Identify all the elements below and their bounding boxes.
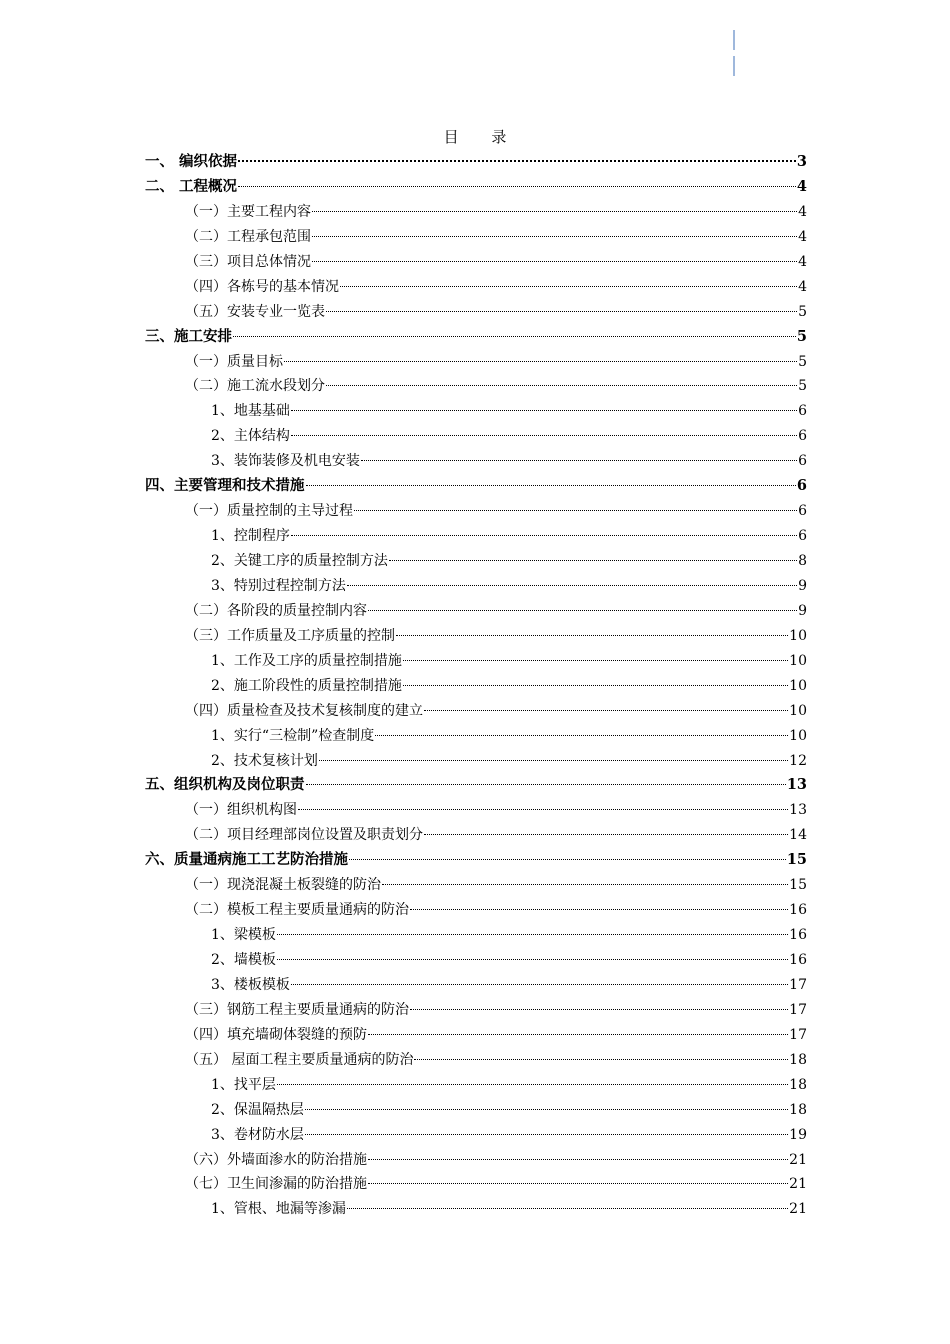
toc-entry-page-number: 5 xyxy=(796,327,807,345)
toc-entry-page-number: 15 xyxy=(786,851,807,869)
toc-entry[interactable] xyxy=(145,898,807,923)
toc-entry-page-number: 17 xyxy=(789,976,807,993)
toc-entry-label: 3、特别过程控制方法 xyxy=(211,577,346,594)
toc-entry-label: 1、地基基础 xyxy=(211,403,290,420)
dot-leader xyxy=(349,859,786,860)
toc-entry-label: （四）质量检查及技术复核制度的建立 xyxy=(185,702,423,719)
toc-entry-label: 3、装饰装修及机电安装 xyxy=(211,453,360,470)
dot-leader xyxy=(326,311,797,312)
toc-entry-page-number: 3 xyxy=(796,153,807,170)
dot-leader xyxy=(396,635,788,636)
dot-leader xyxy=(238,186,796,187)
dot-leader xyxy=(340,286,797,287)
toc-entry-label: 2、保温隔热层 xyxy=(211,1101,304,1118)
toc-entry-label: （一）质量目标 xyxy=(185,353,283,370)
toc-entry-label: 1、控制程序 xyxy=(211,528,290,545)
toc-entry-label: 一、 编织依据 xyxy=(145,153,238,170)
toc-entry-label: （六）外墙面渗水的防治措施 xyxy=(185,1151,367,1168)
dot-leader xyxy=(291,984,788,985)
toc-entry-page-number: 4 xyxy=(798,203,807,220)
dot-leader xyxy=(424,710,788,711)
dot-leader xyxy=(319,760,788,761)
dot-leader xyxy=(347,585,797,586)
toc-entry-label: 二、 工程概况 xyxy=(145,177,238,195)
toc-entry-page-number: 10 xyxy=(789,702,807,719)
toc-entry[interactable] xyxy=(145,773,807,798)
dot-leader xyxy=(284,361,797,362)
toc-entry-page-number: 10 xyxy=(789,727,807,744)
toc-entry-label: （五） 屋面工程主要质量通病的防治 xyxy=(185,1051,414,1068)
toc-entry[interactable] xyxy=(145,873,807,898)
toc-entry-page-number: 17 xyxy=(789,1026,807,1043)
toc-entry-page-number: 6 xyxy=(798,403,807,420)
dot-leader xyxy=(361,460,797,461)
dot-leader xyxy=(305,1134,788,1135)
toc-entry-page-number: 8 xyxy=(798,553,807,569)
toc-entry-page-number: 4 xyxy=(796,177,807,195)
toc-entry-label: （四）填充墙砌体裂缝的预防 xyxy=(185,1026,367,1043)
toc-entry[interactable] xyxy=(145,948,807,973)
toc-entry-label: （一）组织机构图 xyxy=(185,802,297,819)
dot-leader xyxy=(233,336,796,337)
dot-leader xyxy=(410,1009,788,1010)
toc-entry[interactable] xyxy=(145,574,807,599)
toc-entry-page-number: 9 xyxy=(798,602,807,619)
toc-entry-page-number: 6 xyxy=(798,503,807,520)
toc-entry[interactable] xyxy=(145,1172,807,1197)
toc-entry-label: （一）现浇混凝土板裂缝的防治 xyxy=(185,877,381,894)
dot-leader xyxy=(424,834,788,835)
dot-leader xyxy=(312,236,797,237)
toc-entry[interactable] xyxy=(145,848,807,873)
toc-entry-page-number: 6 xyxy=(798,428,807,445)
toc-entry[interactable] xyxy=(145,973,807,998)
dot-leader xyxy=(298,809,788,810)
toc-entry-page-number: 18 xyxy=(789,1051,807,1068)
toc-entry-label: 3、卷材防水层 xyxy=(211,1126,304,1143)
toc-entry-page-number: 13 xyxy=(789,802,807,819)
toc-entry[interactable] xyxy=(145,549,807,574)
toc-entry-label: 五、组织机构及岗位职责 xyxy=(145,776,305,794)
toc-entry[interactable] xyxy=(145,674,807,699)
toc-entry[interactable] xyxy=(145,225,807,250)
dot-leader xyxy=(410,909,788,910)
toc-entry[interactable] xyxy=(145,474,807,499)
dot-leader xyxy=(403,660,788,661)
toc-entry-label: 1、工作及工序的质量控制措施 xyxy=(211,652,402,669)
toc-entry[interactable] xyxy=(145,250,807,275)
toc-entry[interactable] xyxy=(145,1148,807,1173)
dot-leader xyxy=(291,435,797,436)
toc-entry-page-number: 21 xyxy=(789,1151,807,1168)
toc-entry-label: （三）项目总体情况 xyxy=(185,253,311,270)
table-of-contents xyxy=(145,150,807,1222)
toc-entry[interactable] xyxy=(145,699,807,724)
toc-entry[interactable] xyxy=(145,923,807,948)
dot-leader xyxy=(347,1208,788,1209)
toc-entry[interactable] xyxy=(145,300,807,325)
dot-leader xyxy=(354,510,797,511)
toc-entry-page-number: 18 xyxy=(789,1076,807,1093)
toc-entry-label: 四、主要管理和技术措施 xyxy=(145,477,305,495)
toc-entry-page-number: 4 xyxy=(798,253,807,270)
toc-entry-page-number: 19 xyxy=(789,1126,807,1143)
toc-entry[interactable] xyxy=(145,325,807,350)
toc-entry[interactable] xyxy=(145,424,807,449)
toc-entry[interactable] xyxy=(145,624,807,649)
toc-entry-page-number: 15 xyxy=(789,877,807,894)
toc-entry-page-number: 5 xyxy=(798,378,807,395)
toc-entry-page-number: 21 xyxy=(789,1176,807,1193)
toc-entry[interactable] xyxy=(145,823,807,848)
dot-leader xyxy=(312,211,797,212)
toc-entry-page-number: 13 xyxy=(786,776,807,794)
toc-entry[interactable] xyxy=(145,749,807,774)
dot-leader xyxy=(368,1183,788,1184)
toc-entry[interactable] xyxy=(145,1123,807,1148)
toc-title: 目 录 xyxy=(443,128,521,146)
toc-entry[interactable] xyxy=(145,1098,807,1123)
toc-entry-label: （四）各栋号的基本情况 xyxy=(185,278,339,295)
toc-entry-label: 1、梁模板 xyxy=(211,927,276,944)
toc-entry[interactable] xyxy=(145,798,807,823)
dot-leader xyxy=(375,735,788,736)
toc-entry-label: （二）各阶段的质量控制内容 xyxy=(185,602,367,619)
dot-leader xyxy=(306,784,786,785)
dot-leader xyxy=(277,959,788,960)
dot-leader xyxy=(382,884,788,885)
dot-leader xyxy=(403,685,788,686)
dot-leader xyxy=(305,1109,788,1110)
toc-entry[interactable] xyxy=(145,1197,807,1222)
toc-entry[interactable] xyxy=(145,649,807,674)
toc-entry-label: 2、墙模板 xyxy=(211,952,276,968)
dot-leader xyxy=(277,1084,788,1085)
toc-entry[interactable] xyxy=(145,150,807,175)
dot-leader xyxy=(291,410,797,411)
toc-entry-page-number: 10 xyxy=(789,677,807,694)
dot-leader xyxy=(306,485,796,486)
toc-entry-label: 三、施工安排 xyxy=(145,327,232,345)
toc-entry[interactable] xyxy=(145,724,807,749)
toc-entry-page-number: 6 xyxy=(798,528,807,545)
toc-entry[interactable] xyxy=(145,1073,807,1098)
toc-entry[interactable] xyxy=(145,499,807,524)
toc-entry-page-number: 6 xyxy=(798,453,807,470)
dot-leader xyxy=(368,610,797,611)
toc-entry[interactable] xyxy=(145,524,807,549)
dot-leader xyxy=(238,160,796,162)
toc-entry[interactable] xyxy=(145,275,807,300)
toc-entry-label: 1、管根、地漏等渗漏 xyxy=(211,1201,346,1218)
toc-entry[interactable] xyxy=(145,200,807,225)
decorative-mark xyxy=(733,56,735,76)
toc-entry-label: 3、楼板模板 xyxy=(211,976,290,993)
toc-entry-page-number: 6 xyxy=(796,477,807,495)
toc-entry[interactable] xyxy=(145,599,807,624)
toc-entry-page-number: 18 xyxy=(789,1101,807,1118)
decorative-mark xyxy=(733,30,735,50)
toc-entry-page-number: 10 xyxy=(789,627,807,644)
toc-entry-label: 2、施工阶段性的质量控制措施 xyxy=(211,677,402,694)
toc-entry[interactable] xyxy=(145,1023,807,1048)
dot-leader xyxy=(368,1159,788,1160)
toc-entry-page-number: 5 xyxy=(798,303,807,320)
toc-entry-label: 六、质量通病施工工艺防治措施 xyxy=(145,851,348,869)
toc-entry-label: 2、主体结构 xyxy=(211,428,290,445)
toc-entry-label: （一）质量控制的主导过程 xyxy=(185,503,353,520)
toc-entry[interactable] xyxy=(145,998,807,1023)
toc-entry[interactable] xyxy=(145,449,807,474)
toc-entry-label: （二）项目经理部岗位设置及职责划分 xyxy=(185,827,423,844)
toc-entry[interactable] xyxy=(145,350,807,375)
toc-entry-label: 2、关键工序的质量控制方法 xyxy=(211,553,388,569)
dot-leader xyxy=(389,560,797,561)
toc-entry[interactable] xyxy=(145,399,807,424)
toc-entry-label: 1、找平层 xyxy=(211,1076,276,1093)
toc-entry-page-number: 17 xyxy=(789,1001,807,1018)
toc-entry[interactable] xyxy=(145,1048,807,1073)
dot-leader xyxy=(368,1034,788,1035)
toc-entry-page-number: 4 xyxy=(798,278,807,295)
toc-entry-label: （三）工作质量及工序质量的控制 xyxy=(185,627,395,644)
toc-entry-label: （二）施工流水段划分 xyxy=(185,378,325,395)
toc-entry[interactable] xyxy=(145,374,807,399)
toc-entry-label: （一）主要工程内容 xyxy=(185,203,311,220)
toc-entry-label: （五）安装专业一览表 xyxy=(185,303,325,320)
toc-entry-page-number: 10 xyxy=(789,652,807,669)
toc-entry-page-number: 21 xyxy=(789,1201,807,1218)
dot-leader xyxy=(326,385,797,386)
toc-entry-label: （二）模板工程主要质量通病的防治 xyxy=(185,902,409,919)
toc-entry-page-number: 12 xyxy=(789,752,807,769)
toc-entry-page-number: 4 xyxy=(798,228,807,245)
dot-leader xyxy=(312,261,797,262)
toc-entry-page-number: 16 xyxy=(789,927,807,944)
toc-entry-page-number: 5 xyxy=(798,353,807,370)
toc-entry-page-number: 16 xyxy=(789,952,807,968)
toc-entry-label: 2、技术复核计划 xyxy=(211,752,318,769)
toc-entry-label: （七）卫生间渗漏的防治措施 xyxy=(185,1176,367,1193)
toc-entry-label: （二）工程承包范围 xyxy=(185,228,311,245)
toc-entry-page-number: 9 xyxy=(798,577,807,594)
toc-entry-label: （三）钢筋工程主要质量通病的防治 xyxy=(185,1001,409,1018)
toc-entry-page-number: 16 xyxy=(789,902,807,919)
toc-entry-page-number: 14 xyxy=(789,827,807,844)
dot-leader xyxy=(277,934,788,935)
dot-leader xyxy=(291,535,797,536)
toc-entry-label: 1、实行“三检制”检查制度 xyxy=(211,727,375,744)
toc-entry[interactable] xyxy=(145,175,807,200)
dot-leader xyxy=(414,1059,788,1060)
